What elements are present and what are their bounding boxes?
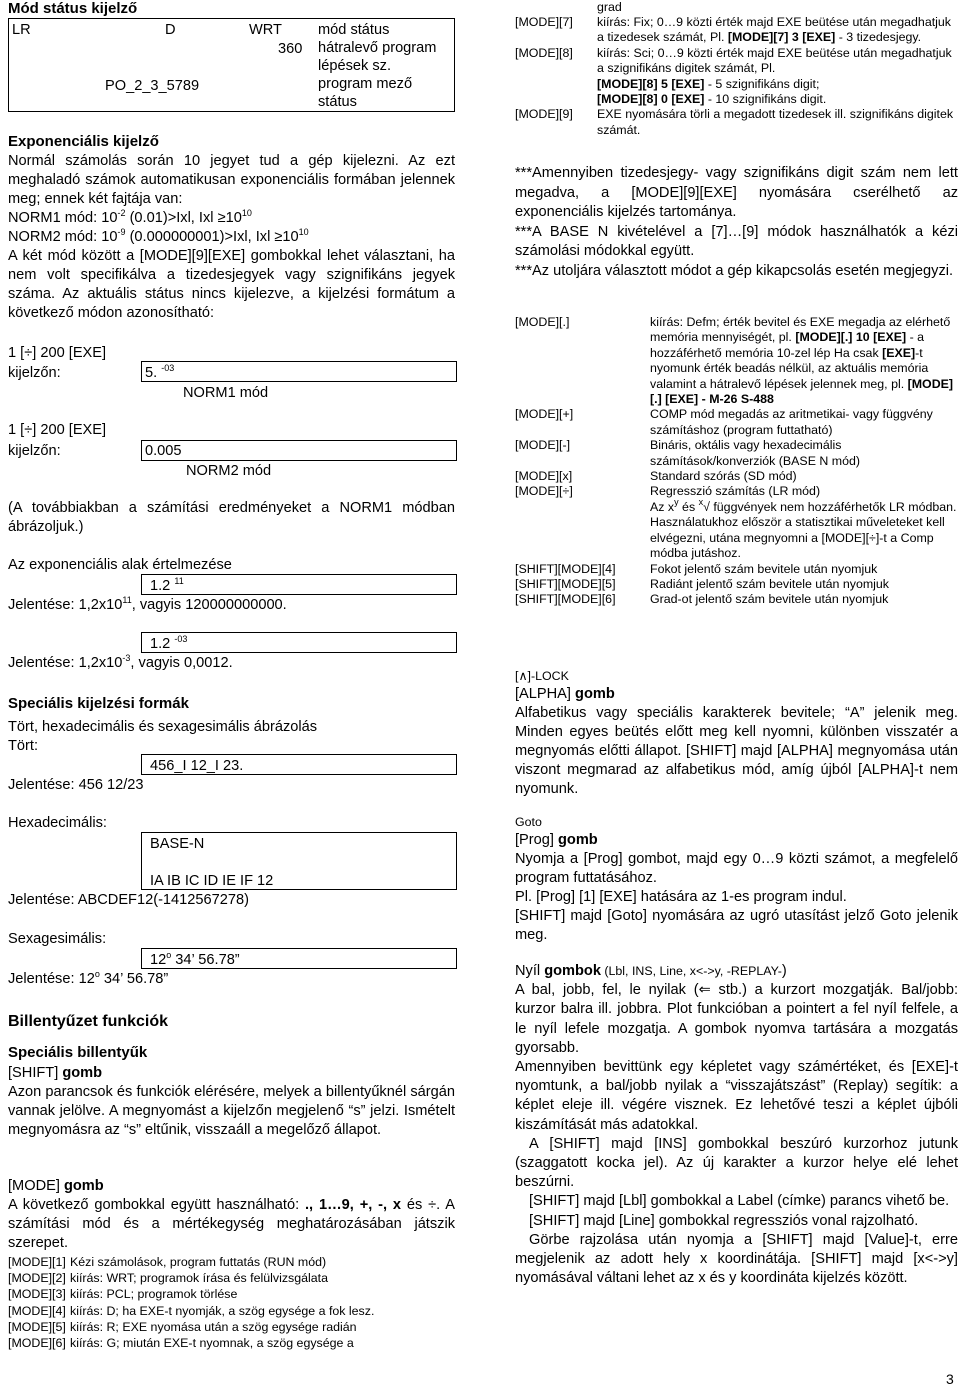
note-1: ***Amennyiben tizedesjegy- vagy szignifikáns digit szám nem lett megadva, a [MODE][9][EXE] nyomására cserélhető az exponenciális kijelzés tartománya. — [515, 165, 958, 220]
shift-text: Azon parancsok és funkciók elérésére, melyek a billentyűknél sárgán vannak jelölve. A megnyomást a kijelzőn megjelenő “s” jelzi. Ismételt megnyomásra az “s” eltűnik, visszaáll a megelőző állapot. — [8, 1084, 455, 1138]
interp-box-2 — [141, 632, 457, 653]
exp-intro: Normál számolás során 10 jegyet tud a gép kijelezni. Az ezt meghaladó számok automatikusan exponenciális formában jelennek meg; ennek két fajtája van: — [8, 153, 455, 207]
ex2-display — [141, 440, 457, 461]
interp-title: Az exponenciális alak értelmezése — [8, 557, 232, 573]
interp-meaning-1: Jelentése: $1,2x10^{11}$, vagyis 120000000000. — [8, 595, 287, 613]
shift-mode-6-row: [SHIFT][MODE][6] Grad-ot jelentő szám bevitele után nyomjuk — [515, 592, 889, 607]
arrow-p2: Amennyiben bevittünk egy képletet vagy számértéket, és [EXE]-t nyomtunk, a bal/jobb nyilak a “visszajátszást” (Replay) segítik: a képlet eleje ill. végére visznek. Ez lehetővé teszi a képlet újbóli kiszámítását más adatokkal. — [515, 1059, 958, 1133]
mode-more-list — [515, 315, 958, 608]
ex2-mode: NORM2 mód — [186, 463, 272, 479]
shift-block — [8, 1064, 455, 1140]
special-title: Speciális kijelzési formák — [8, 695, 189, 712]
mode-plus-row: [MODE][+] COMP mód megadás az aritmetikai- vagy függvény számításhoz (program futtatható) — [515, 407, 933, 437]
mode-x-row: [MODE][x] Standard szórás (SD mód) — [515, 469, 797, 484]
mode-8-row: [MODE][8] kiírás: Sci; 0…9 közti érték majd EXE beütése után megadhatjuk a szignifikáns digitek számát, Pl. [MODE][8] 5 [EXE] - 5 szignifikáns digit; [MODE][8] 0 [EXE] - 10 szignifikáns digit. — [515, 45, 952, 107]
mode-row: [MODE][1] Kézi számolások, program futtatás (RUN mód) — [8, 1255, 327, 1269]
norm1-line: NORM1 mód: $10^{-2}$ (0.01)>Ixl, Ixl $\ge 10^{10}$ — [8, 208, 252, 226]
note-2: ***A BASE N kivételével a [7]…[9] módok használhatók a kézi számolási módokkal együtt. — [515, 223, 958, 259]
ex1-keys: 1 [÷] 200 [EXE] — [8, 345, 107, 361]
ex2-value: 0.005 — [145, 443, 182, 459]
status-title: Mód státus kijelző — [8, 0, 138, 17]
exp-title: Exponenciális kijelző — [8, 133, 159, 150]
ann-mode-status: mód státus — [318, 22, 390, 38]
status-360: 360 — [278, 41, 303, 57]
status-wrt: WRT — [249, 22, 282, 38]
mode-row: [MODE][4] kiírás: D; ha EXE-t nyomják, a szög egysége a fok lesz. — [8, 1303, 375, 1318]
interp-box-1 — [141, 574, 457, 595]
status-annotations — [318, 21, 453, 111]
ex1-label: kijelzőn: — [8, 365, 61, 381]
mode-text: A következő gombokkal együtt használható: ., 1…9, +, -, x és ÷. A számítási mód és a mértékegység meghatározásában játszik szerepet. — [8, 1197, 455, 1251]
mode-row: [MODE][3] kiírás: PCL; programok törlése — [8, 1287, 238, 1302]
hex-meaning: Jelentése: ABCDEF12(-1412567278) — [8, 892, 249, 908]
exp-mode-switch: A két mód között a [MODE][9][EXE] gombokkal lehet választani, ha nem volt specifikálva a tizedesjegyek vagy szignifikáns jegyek száma. Az aktuális státus nincs kijelezve, a kijelzési formátum a következő módon azonosítható: — [8, 248, 455, 321]
ex2-label: kijelzőn: — [8, 443, 61, 459]
arrow-heading: Nyíl gombok (Lbl, INS, Line, x<->y, -REPLAY-) — [515, 963, 787, 979]
sex-meaning: Jelentése: 12$^o$ 34’ 56.78” — [8, 969, 169, 987]
arrow-block — [515, 962, 958, 1288]
exp-block — [8, 152, 455, 323]
mode-row: [MODE][5] kiírás: R; EXE nyomása után a szög egysége radián — [8, 1319, 357, 1334]
sex-box-value: 12$^o$ 34’ 56.78” — [150, 950, 240, 968]
shift-heading: [SHIFT] gomb — [8, 1065, 103, 1081]
page-number: 3 — [946, 1371, 954, 1385]
keys-title: Billentyűzet funkciók — [8, 1013, 169, 1030]
frac-meaning: Jelentése: 456 12/23 — [8, 777, 144, 793]
alpha-heading: [ALPHA] gomb — [515, 686, 615, 702]
interp-box-1-value: 1.2 $^{11}$ — [150, 576, 184, 594]
prog-heading: [Prog] gomb — [515, 832, 598, 848]
ex2-keys: 1 [÷] 200 [EXE] — [8, 422, 107, 438]
mode-row: [MODE][2] kiírás: WRT; programok írása és felülvizsgálata — [8, 1271, 328, 1286]
ann-remaining-steps: hátralevő program lépések sz. — [318, 40, 437, 74]
arrow-p6: Görbe rajzolása után nyomja a [SHIFT] majd [Value]-t, erre megjelenik az adott hely x koordinátája. [SHIFT] majd [x<->y] nyomásával váltani lehet az x és y koordináta kijelzés között. — [515, 1231, 958, 1287]
goto-label: Goto — [515, 815, 542, 829]
lock-label: [∧]-LOCK — [515, 669, 569, 683]
interp-box-2-value: 1.2 $^{-03}$ — [150, 634, 188, 652]
mode-9-row: [MODE][9] EXE nyomására törli a megadott tizedesek ill. szignifikáns digitek számát. — [515, 107, 954, 137]
shift-mode-5-row: [SHIFT][MODE][5] Radiánt jelentő szám bevitele után nyomjuk — [515, 576, 889, 591]
alpha-block — [515, 685, 958, 799]
mode-7-row: [MODE][7] kiírás: Fix; 0…9 közti érték majd EXE beütése után megadhatjuk a tizedesek számát, Pl. [MODE][7] 3 [EXE] - 3 tizedesjegy. — [515, 15, 951, 45]
prog-text-2: Pl. [Prog] [1] [EXE] hatására az 1-es program indul. — [515, 889, 847, 905]
ann-program-field: program mező státus — [318, 76, 413, 110]
frac-label: Tört: — [8, 738, 38, 754]
prog-text-1: Nyomja a [Prog] gombot, majd egy 0…9 közti számot, a megfelelő program futtatásához. — [515, 851, 958, 886]
note-3: ***Az utoljára választott módot a gép kikapcsolás esetén megjegyzi. — [515, 262, 954, 279]
interp-meaning-2: Jelentése: $1,2x10^{-3}$, vagyis 0,0012. — [8, 653, 233, 671]
hex-label: Hexadecimális: — [8, 815, 107, 831]
sex-label: Sexagesimális: — [8, 931, 107, 947]
ex1-display — [141, 361, 457, 382]
mode-heading: [MODE] gomb — [8, 1178, 104, 1194]
mode-div-row: [MODE][÷] Regresszió számítás (LR mód) Az $x^y$ és $^x$√ függvények nem hozzáférhetők LR módban. Használatukhoz először a statisztikai műveleteket kell elvégezni, utána megnyomni a [MODE][÷]-t a Comp módba jutáshoz. — [515, 484, 957, 561]
status-lr: LR — [12, 22, 31, 38]
hex-box-line1: BASE-N — [150, 836, 205, 852]
norm2-line: NORM2 mód: $10^{-9}$ (0.000000001)>Ixl, Ixl $\ge 10^{10}$ — [8, 227, 309, 245]
special-sub: Tört, hexadecimális és sexagesimális ábrázolás — [8, 719, 318, 735]
grad-label: grad — [597, 0, 622, 14]
ex1-mode: NORM1 mód — [183, 385, 269, 401]
arrow-p1: A bal, jobb, fel, le nyilak (⇐ stb.) a kurzort mozgatják. Bal/jobb: kurzor balra ill. jobbra. Plot funkcióban a pointert a fel nyíl felfele, a le nyíl lefele mozgatja. A gombok nyomva tartására a mozgatás gyorsabb. — [515, 982, 958, 1056]
arrow-p5: [SHIFT] majd [Line] gombokkal regressziós vonal rajzolható. — [529, 1212, 919, 1229]
arrow-p4: [SHIFT] majd [Lbl] gombokkal a Label (címke) parancs vihető be. — [529, 1193, 950, 1210]
arrow-p3: A [SHIFT] majd [INS] gombokkal beszúró kurzorhoz jutunk (szaggatott kocka jel). Az új karakter a kurzor helye elé lehet beszúrni. — [515, 1135, 958, 1191]
keys-special-title: Speciális billentyűk — [8, 1044, 148, 1061]
ex1-value: 5. $^{-03}$ — [145, 363, 175, 381]
prog-block — [515, 831, 958, 945]
mode-dot-row: [MODE][.] kiírás: Defm; érték bevitel és EXE megadja az elérhető memória mennyiségét, pl. [MODE][.] 10 [EXE] - a hozzáférhető memória 10-zel lép Ha csak [EXE]-t nyomunk érték beadás nélkül, az aktuális memória valamint a hátralevő lépések jelennek meg, pl. [MODE][.] [EXE] - M-26 S-488 — [515, 315, 954, 407]
notes — [515, 164, 958, 281]
alpha-text: Alfabetikus vagy speciális karakterek bevitele; “A” jelenik meg. Minden egyes beütés előtt meg kell nyomni, különben visszatér a megnyomás előtti állapot. [SHIFT] majd [ALPHA] megnyomása után viszont megmarad az alfabetikus mód, amíg újból [ALPHA]-t nem nyomunk. — [515, 705, 958, 797]
mode-7-9-list — [515, 15, 958, 138]
prog-text-3: [SHIFT] majd [Goto] nyomására az ugró utasítást jelző Goto jelenik meg. — [515, 908, 958, 943]
mode-list — [8, 1254, 455, 1351]
status-program: PO_2_3_5789 — [105, 78, 200, 94]
mode-row: [MODE][6] kiírás: G; miután EXE-t nyomnak, a szög egysége a — [8, 1336, 354, 1351]
mode-block — [8, 1177, 455, 1253]
norm1-note: (A továbbiakban a számítási eredményeket a NORM1 módban ábrázoljuk.) — [8, 500, 455, 535]
shift-mode-4-row: [SHIFT][MODE][4] Fokot jelentő szám bevitele után nyomjuk — [515, 561, 878, 576]
frac-box-value: 456_I 12_I 23. — [150, 758, 244, 774]
hex-box-line2: IA IB IC ID IE IF 12 — [150, 873, 274, 889]
mode-minus-row: [MODE][-] Bináris, oktális vagy hexadecimális számítások/konverziók (BASE N mód) — [515, 438, 861, 468]
status-d: D — [165, 22, 176, 38]
